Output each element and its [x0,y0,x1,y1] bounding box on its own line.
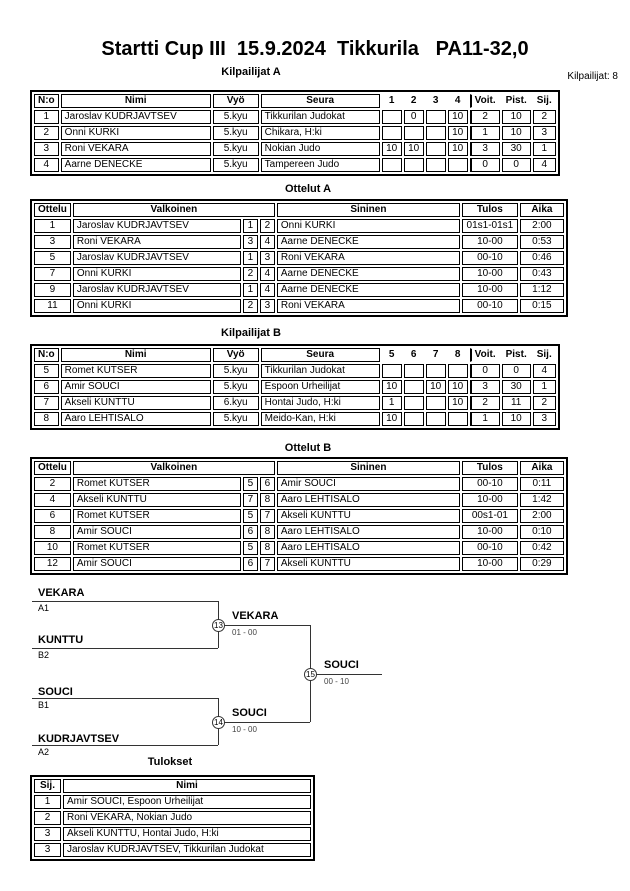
cell-result: 00-10 [462,251,518,265]
cell-time: 0:11 [520,477,564,491]
bracket-score: 01 - 00 [232,628,257,637]
cell-club: Espoon Urheilijat [261,380,380,394]
cell-belt: 5.kyu [213,412,259,426]
cell-white-name: Jaroslav KUDRJAVTSEV [73,219,241,233]
cell-result: 10-00 [462,235,518,249]
col-header: Sij. [34,779,61,793]
col-header: Seura [261,348,380,362]
col-header: Voit. [470,94,500,108]
cell-white-name: Amir SOUCI [73,525,241,539]
cell-white-name: Romet KUTSER [73,541,241,555]
cell-belt: 5.kyu [213,142,259,156]
cell-blue-name: Aarne DENECKE [277,235,460,249]
table-row [34,126,556,140]
cell-match-no: 10 [34,541,71,555]
cell-blue-no: 4 [260,267,275,281]
cell-place: 4 [533,158,556,172]
table-row [34,158,556,172]
cell-score: 10 [404,142,424,156]
cell-score [404,364,424,378]
cell-wins: 1 [470,126,500,140]
elimination-bracket [28,588,420,763]
cell-match-no: 2 [34,477,71,491]
col-header: Sij. [536,349,552,360]
pool-b-table [30,344,560,430]
col-header: Pist. [505,349,527,360]
cell-score [448,412,468,426]
cell-blue-no: 2 [260,219,275,233]
cell-time: 0:29 [520,557,564,571]
competitor-count: Kilpailijat: 8 [567,71,618,82]
cell-result: 10-00 [462,557,518,571]
cell-score [382,110,402,124]
cell-score [426,142,446,156]
col-header: 7 [432,349,439,360]
cell-blue-name: Onni KURKI [277,219,460,233]
col-header: 1 [388,95,395,106]
pool-b-title: Kilpailijat B [221,327,281,339]
cell-match-no: 4 [34,493,71,507]
cell-club: Tampereen Judo [261,158,380,172]
cell-blue-no: 3 [260,251,275,265]
cell-white-no: 5 [243,509,258,523]
cell-match-no: 7 [34,267,71,281]
cell-name: Roni VEKARA, Nokian Judo [63,811,311,825]
cell-score: 10 [382,412,402,426]
table-row [34,843,311,857]
cell-blue-name: Aaro LEHTISALO [277,493,460,507]
table-row [34,396,556,410]
matches-a-title: Ottelut A [284,183,332,195]
cell-white-no: 5 [243,541,258,555]
cell-white-no: 1 [243,283,258,297]
cell-name: Aaro LEHTISALO [61,412,211,426]
cell-white-no: 1 [243,219,258,233]
cell-time: 2:00 [520,219,564,233]
cell-white-no: 5 [243,477,258,491]
cell-score [448,158,468,172]
cell-score [426,364,446,378]
cell-wins: 0 [470,158,500,172]
bracket-slot-seed: B2 [38,650,50,660]
cell-time: 1:12 [520,283,564,297]
cell-place: 4 [533,364,556,378]
cell-blue-no: 6 [260,477,275,491]
table-row [34,142,556,156]
cell-blue-name: Roni VEKARA [277,251,460,265]
bracket-winner-name: SOUCI [324,659,359,671]
cell-match-no: 3 [34,235,71,249]
cell-club: Tikkurilan Judokat [261,110,380,124]
cell-belt: 5.kyu [213,364,259,378]
table-row [34,380,556,394]
cell-place: 1 [34,795,61,809]
cell-result: 10-00 [462,493,518,507]
cell-place: 1 [533,142,556,156]
bracket-score: 00 - 10 [324,677,349,686]
cell-place: 3 [34,843,61,857]
cell-score: 10 [448,142,468,156]
table-row [34,412,556,426]
cell-white-name: Akseli KUNTTU [73,493,241,507]
bracket-match-node: 14 [212,716,225,729]
cell-score: 10 [448,126,468,140]
table-row [34,541,564,555]
cell-white-name: Jaroslav KUDRJAVTSEV [73,283,241,297]
cell-match-no: 6 [34,509,71,523]
cell-score [404,380,424,394]
col-header: 6 [410,349,417,360]
cell-wins: 3 [470,142,500,156]
cell-match-no: 8 [34,525,71,539]
cell-name: Aarne DENECKE [61,158,211,172]
cell-score: 10 [426,380,446,394]
col-header: Tulos [462,203,518,217]
cell-match-no: 9 [34,283,71,297]
cell-score [426,126,446,140]
cell-belt: 6.kyu [213,396,259,410]
cell-white-name: Roni VEKARA [73,235,241,249]
cell-score [382,126,402,140]
cell-club: Hontai Judo, H:ki [261,396,380,410]
cell-white-no: 2 [243,267,258,281]
bracket-match-node: 13 [212,619,225,632]
cell-wins: 2 [470,110,500,124]
cell-no: 5 [34,364,59,378]
bracket-slot-name: KUDRJAVTSEV [38,733,120,745]
cell-result: 10-00 [462,267,518,281]
results-table [30,775,315,861]
cell-time: 0:53 [520,235,564,249]
cell-no: 1 [34,110,59,124]
cell-place: 3 [34,827,61,841]
cell-score [404,158,424,172]
cell-score [404,126,424,140]
table-row [34,364,556,378]
col-header: Ottelu [34,461,71,475]
cell-score: 10 [448,396,468,410]
col-header: Vyö [213,348,259,362]
table-row [34,795,311,809]
cell-time: 0:43 [520,267,564,281]
col-header: Sininen [277,461,460,475]
pool-a-title: Kilpailijat A [221,66,281,78]
bracket-score: 10 - 00 [232,725,257,734]
cell-blue-no: 7 [260,509,275,523]
cell-white-name: Onni KURKI [73,267,241,281]
cell-match-no: 12 [34,557,71,571]
cell-white-name: Jaroslav KUDRJAVTSEV [73,251,241,265]
bracket-slot-name: VEKARA [38,587,85,599]
col-header: 5 [388,349,395,360]
table-row [34,235,564,249]
bracket-slot-seed: A1 [38,603,50,613]
cell-place: 3 [533,412,556,426]
bracket-line [218,625,310,626]
table-row [34,299,564,313]
cell-score [382,364,402,378]
col-header: Nimi [61,94,211,108]
col-header: Aika [520,461,564,475]
cell-no: 2 [34,126,59,140]
col-header: N:o [34,348,59,362]
cell-blue-name: Akseli KUNTTU [277,509,460,523]
col-header: N:o [34,94,59,108]
cell-blue-name: Akseli KUNTTU [277,557,460,571]
cell-place: 2 [533,110,556,124]
cell-wins: 1 [470,412,500,426]
cell-blue-no: 8 [260,525,275,539]
cell-time: 0:10 [520,525,564,539]
cell-result: 10-00 [462,283,518,297]
cell-time: 2:00 [520,509,564,523]
cell-belt: 5.kyu [213,380,259,394]
col-header: Voit. [470,348,500,362]
cell-name: Jaroslav KUDRJAVTSEV, Tikkurilan Judokat [63,843,311,857]
cell-points: 0 [502,364,531,378]
cell-score: 10 [382,380,402,394]
header-row [34,203,564,217]
cell-no: 8 [34,412,59,426]
cell-no: 7 [34,396,59,410]
bracket-line [32,745,218,746]
cell-name: Akseli KUNTTU, Hontai Judo, H:ki [63,827,311,841]
bracket-line [32,648,218,649]
cell-points: 11 [502,396,531,410]
table-row [34,827,311,841]
bracket-line [310,674,382,675]
results-title: Tulokset [147,756,193,768]
bracket-slot-seed: A2 [38,747,50,757]
cell-place: 1 [533,380,556,394]
cell-club: Chikara, H:ki [261,126,380,140]
table-row [34,477,564,491]
cell-no: 3 [34,142,59,156]
cell-time: 0:15 [520,299,564,313]
col-header: Nimi [61,348,211,362]
col-header: Nimi [63,779,311,793]
table-row [34,557,564,571]
cell-time: 1:42 [520,493,564,507]
col-header: Seura [261,94,380,108]
page-title: Startti Cup III 15.9.2024 Tikkurila PA11-32,0 [101,38,529,60]
col-header: Tulos [462,461,518,475]
cell-name: Onni KURKI [61,126,211,140]
cell-name: Romet KUTSER [61,364,211,378]
bracket-winner-name: SOUCI [232,707,267,719]
bracket-slot-seed: B1 [38,700,50,710]
cell-belt: 5.kyu [213,158,259,172]
matches-a-table [30,199,568,317]
cell-name: Roni VEKARA [61,142,211,156]
cell-place: 2 [34,811,61,825]
bracket-line [32,601,218,602]
col-header: Aika [520,203,564,217]
cell-name: Amir SOUCI, Espoon Urheilijat [63,795,311,809]
cell-result: 00-10 [462,299,518,313]
cell-blue-no: 7 [260,557,275,571]
col-header: Valkoinen [73,461,275,475]
cell-wins: 2 [470,396,500,410]
cell-score [426,396,446,410]
cell-score [448,364,468,378]
header-row [34,779,311,793]
table-row [34,509,564,523]
cell-white-name: Romet KUTSER [73,509,241,523]
cell-blue-name: Roni VEKARA [277,299,460,313]
cell-name: Akseli KUNTTU [61,396,211,410]
cell-wins: 0 [470,364,500,378]
cell-points: 0 [502,158,531,172]
cell-blue-no: 4 [260,283,275,297]
table-row [34,525,564,539]
cell-place: 2 [533,396,556,410]
table-row [34,493,564,507]
table-row [34,267,564,281]
bracket-match-node: 15 [304,668,317,681]
cell-blue-no: 4 [260,235,275,249]
cell-white-no: 1 [243,251,258,265]
cell-blue-name: Aarne DENECKE [277,267,460,281]
cell-no: 6 [34,380,59,394]
col-header: Pist. [505,95,527,106]
cell-result: 00-10 [462,477,518,491]
col-header: Sij. [536,95,552,106]
cell-score: 10 [448,110,468,124]
cell-belt: 5.kyu [213,110,259,124]
cell-result: 01s1-01s1 [462,219,518,233]
matches-b-title: Ottelut B [284,442,332,454]
cell-score [404,396,424,410]
cell-white-no: 3 [243,235,258,249]
cell-wins: 3 [470,380,500,394]
cell-score [404,412,424,426]
bracket-line [32,698,218,699]
cell-points: 30 [502,380,531,394]
cell-no: 4 [34,158,59,172]
cell-points: 10 [502,110,531,124]
cell-blue-no: 8 [260,493,275,507]
cell-blue-name: Aarne DENECKE [277,283,460,297]
bracket-slot-name: SOUCI [38,686,73,698]
cell-result: 00s1-01 [462,509,518,523]
col-header: 3 [432,95,439,106]
cell-score [382,158,402,172]
cell-points: 10 [502,412,531,426]
col-header: 2 [410,95,417,106]
matches-b-table [30,457,568,575]
col-header: 4 [454,95,461,106]
cell-club: Meido-Kan, H:ki [261,412,380,426]
header-row [34,348,556,362]
cell-match-no: 11 [34,299,71,313]
cell-score: 10 [448,380,468,394]
cell-score: 0 [404,110,424,124]
pool-a-table [30,90,560,176]
cell-blue-no: 8 [260,541,275,555]
cell-score [426,158,446,172]
col-header: Vyö [213,94,259,108]
cell-time: 0:42 [520,541,564,555]
cell-club: Nokian Judo [261,142,380,156]
cell-match-no: 5 [34,251,71,265]
col-header: Sininen [277,203,460,217]
cell-white-no: 7 [243,493,258,507]
cell-blue-name: Amir SOUCI [277,477,460,491]
col-header: Ottelu [34,203,71,217]
header-row [34,461,564,475]
table-row [34,251,564,265]
bracket-line [218,722,310,723]
cell-blue-name: Aaro LEHTISALO [277,525,460,539]
table-row [34,811,311,825]
table-row [34,283,564,297]
cell-points: 30 [502,142,531,156]
col-header: 8 [454,349,461,360]
cell-club: Tikkurilan Judokat [261,364,380,378]
cell-white-no: 2 [243,299,258,313]
table-row [34,219,564,233]
bracket-winner-name: VEKARA [232,610,279,622]
cell-white-name: Onni KURKI [73,299,241,313]
cell-score: 10 [382,142,402,156]
cell-score: 1 [382,396,402,410]
cell-place: 3 [533,126,556,140]
table-row [34,110,556,124]
cell-result: 00-10 [462,541,518,555]
header-row [34,94,556,108]
cell-points: 10 [502,126,531,140]
bracket-slot-name: KUNTTU [38,634,84,646]
cell-white-no: 6 [243,525,258,539]
cell-white-name: Romet KUTSER [73,477,241,491]
cell-white-name: Amir SOUCI [73,557,241,571]
cell-white-no: 6 [243,557,258,571]
cell-score [426,110,446,124]
cell-blue-no: 3 [260,299,275,313]
cell-result: 10-00 [462,525,518,539]
cell-name: Jaroslav KUDRJAVTSEV [61,110,211,124]
col-header: Valkoinen [73,203,275,217]
cell-match-no: 1 [34,219,71,233]
cell-score [426,412,446,426]
cell-blue-name: Aaro LEHTISALO [277,541,460,555]
cell-time: 0:46 [520,251,564,265]
cell-name: Amir SOUCI [61,380,211,394]
cell-belt: 5.kyu [213,126,259,140]
